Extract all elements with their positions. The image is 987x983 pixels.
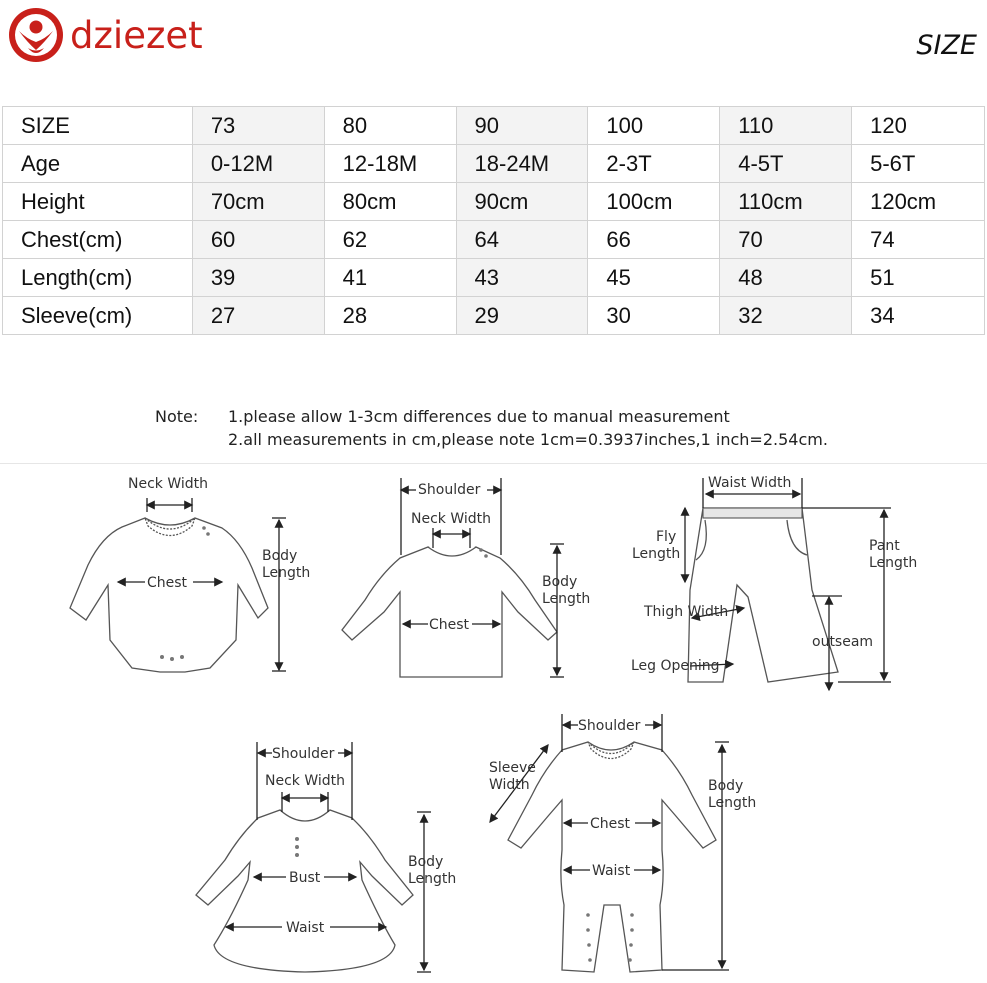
table-cell: 48: [720, 259, 852, 297]
note-line-1: 1.please allow 1-3cm differences due to manual measurement: [228, 407, 730, 426]
dress-waist-label: Waist: [286, 920, 325, 936]
table-cell: 2-3T: [588, 145, 720, 183]
size-chart-table: [2, 106, 985, 335]
table-cell: 74: [852, 221, 985, 259]
table-cell: 70: [720, 221, 852, 259]
table-cell: 120cm: [852, 183, 985, 221]
shirt-neck-width-label: Neck Width: [411, 511, 492, 527]
table-cell: 45: [588, 259, 720, 297]
table-cell: 28: [324, 297, 456, 335]
pants-fly-label: Fly: [656, 529, 677, 545]
table-cell: 80cm: [324, 183, 456, 221]
table-row: [3, 221, 985, 259]
romper-shoulder-label: Shoulder: [578, 718, 641, 734]
table-cell: 60: [192, 221, 324, 259]
shirt-chest-label: Chest: [429, 617, 470, 633]
shirt-length-label: Length: [542, 591, 591, 607]
dress-diagram: [196, 742, 456, 972]
note-label: Note:: [155, 407, 199, 426]
row-header: Age: [3, 145, 193, 183]
pants-pant-label: Pant: [869, 538, 900, 554]
brand-logo: [6, 4, 203, 66]
row-header: Length(cm): [3, 259, 193, 297]
romper-diagram: [489, 714, 756, 972]
romper-body-label: Body: [708, 778, 744, 794]
shirt-diagram: [342, 478, 590, 677]
table-cell: 110: [720, 107, 852, 145]
pants-waist-width-label: Waist Width: [708, 475, 792, 491]
table-cell: 43: [456, 259, 588, 297]
table-cell: 39: [192, 259, 324, 297]
table-cell: 30: [588, 297, 720, 335]
table-cell: 0-12M: [192, 145, 324, 183]
table-cell: 12-18M: [324, 145, 456, 183]
romper-waist-label: Waist: [592, 863, 631, 879]
table-cell: 80: [324, 107, 456, 145]
table-cell: 51: [852, 259, 985, 297]
table-cell: 62: [324, 221, 456, 259]
dress-length-label: Length: [408, 871, 457, 887]
pants-diagram: [631, 475, 917, 690]
table-cell: 29: [456, 297, 588, 335]
romper-chest-label: Chest: [590, 816, 631, 832]
bodysuit-body-label: Body: [262, 548, 298, 564]
measurement-diagrams: [0, 464, 987, 983]
table-row: [3, 259, 985, 297]
table-cell: 27: [192, 297, 324, 335]
table-cell: 90: [456, 107, 588, 145]
table-cell: 34: [852, 297, 985, 335]
shirt-shoulder-label: Shoulder: [418, 482, 481, 498]
shirt-body-label: Body: [542, 574, 578, 590]
romper-sleeve-width-label: Width: [489, 777, 530, 793]
table-cell: 90cm: [456, 183, 588, 221]
table-cell: 41: [324, 259, 456, 297]
romper-length-label: Length: [708, 795, 757, 811]
row-header: Chest(cm): [3, 221, 193, 259]
pants-fly-length-label: Length: [632, 546, 681, 562]
person-heart-logo-icon: [6, 6, 66, 64]
table-cell: 100cm: [588, 183, 720, 221]
table-cell: 100: [588, 107, 720, 145]
row-header: Height: [3, 183, 193, 221]
dress-neck-width-label: Neck Width: [265, 773, 346, 789]
bodysuit-neck-width-label: Neck Width: [128, 476, 209, 492]
pants-thigh-width-label: Thigh Width: [644, 604, 729, 620]
table-cell: 5-6T: [852, 145, 985, 183]
page-title: SIZE: [916, 30, 977, 61]
table-cell: 70cm: [192, 183, 324, 221]
row-header: SIZE: [3, 107, 193, 145]
dress-bust-label: Bust: [289, 870, 321, 886]
note-line-2: 2.all measurements in cm,please note 1cm=0.3937inches,1 inch=2.54cm.: [228, 430, 828, 449]
row-header: Sleeve(cm): [3, 297, 193, 335]
table-cell: 110cm: [720, 183, 852, 221]
table-cell: 32: [720, 297, 852, 335]
dress-body-label: Body: [408, 854, 444, 870]
table-row: [3, 107, 985, 145]
table-row: [3, 183, 985, 221]
bodysuit-length-label: Length: [262, 565, 311, 581]
romper-sleeve-label: Sleeve: [489, 760, 536, 776]
table-cell: 73: [192, 107, 324, 145]
table-cell: 66: [588, 221, 720, 259]
pants-outseam-label: outseam: [812, 634, 874, 650]
pants-leg-opening-label: Leg Opening: [631, 658, 720, 674]
table-cell: 120: [852, 107, 985, 145]
table-cell: 64: [456, 221, 588, 259]
pants-pant-length-label: Length: [869, 555, 918, 571]
table-row: [3, 145, 985, 183]
bodysuit-diagram: [70, 476, 310, 672]
table-row: [3, 297, 985, 335]
table-cell: 4-5T: [720, 145, 852, 183]
brand-name: dziezet: [70, 13, 203, 57]
dress-shoulder-label: Shoulder: [272, 746, 335, 762]
table-cell: 18-24M: [456, 145, 588, 183]
bodysuit-chest-label: Chest: [147, 575, 188, 591]
